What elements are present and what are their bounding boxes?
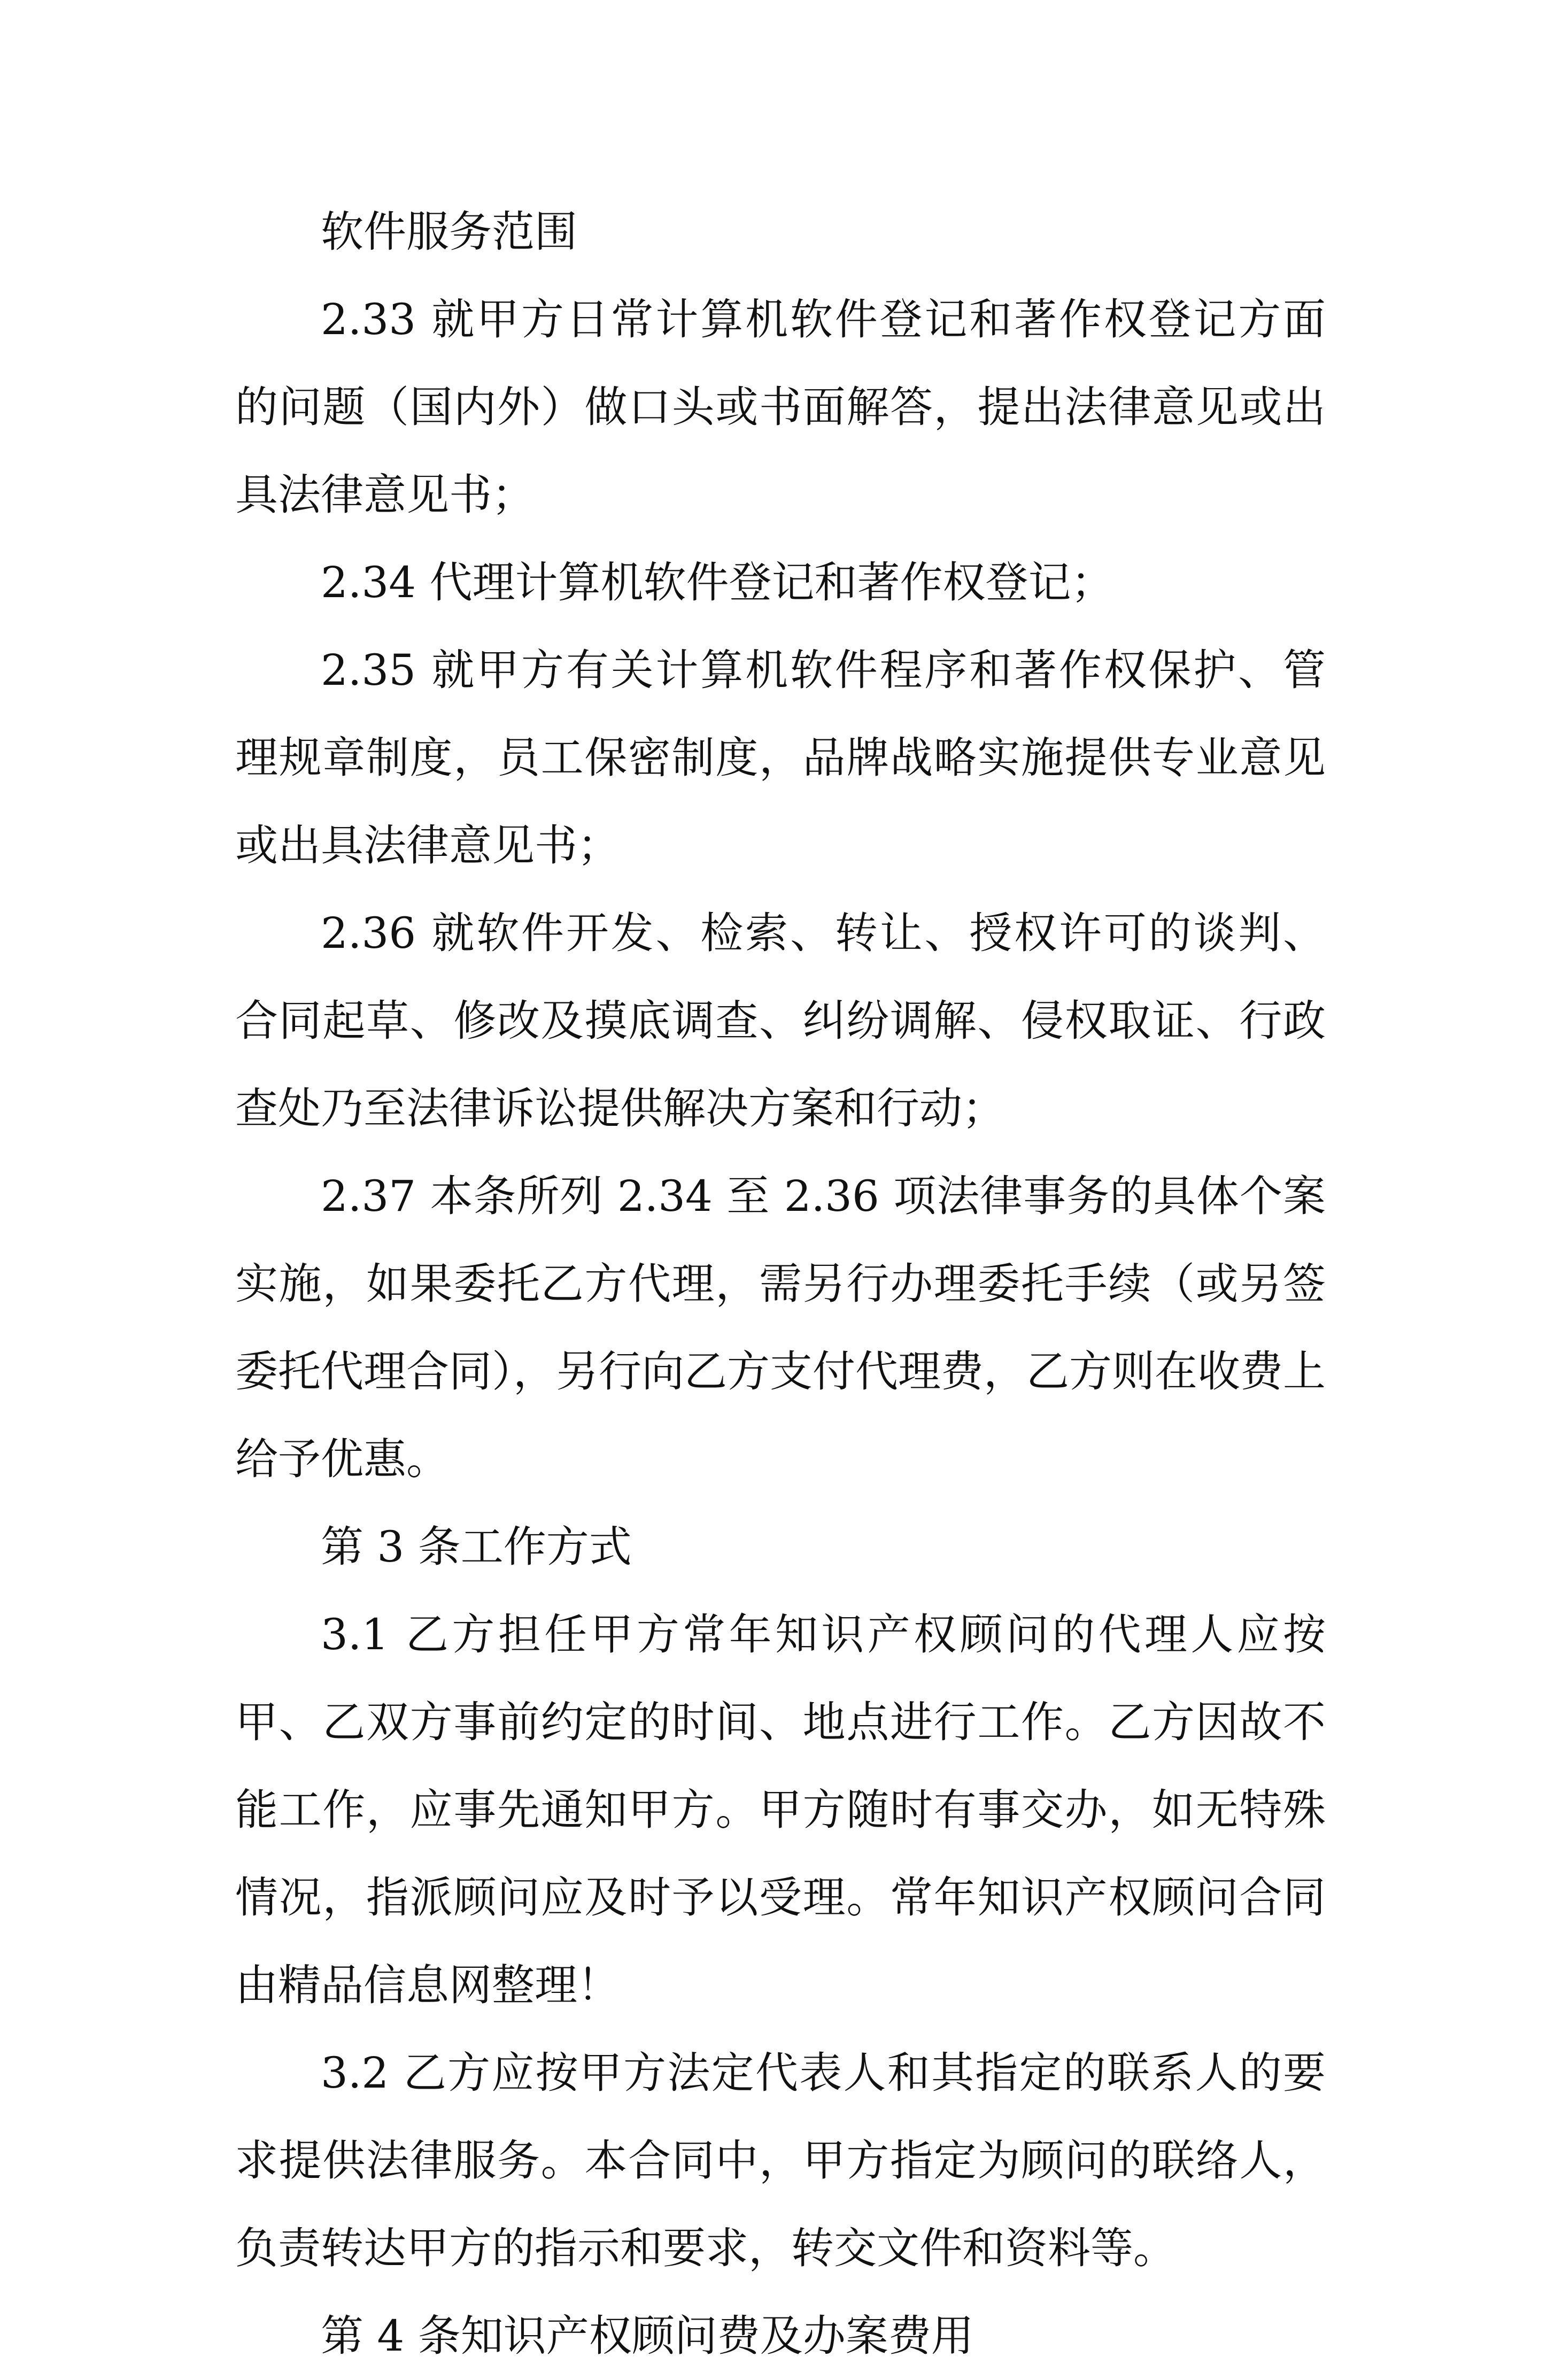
paragraph-2-36: 2.36 就软件开发、检索、转让、授权许可的谈判、合同起草、修改及摸底调查、纠纷调解、侵权取证、行政查处乃至法律诉讼提供解决方案和行动； (235, 908, 1326, 1133)
document-body (235, 188, 1326, 2380)
paragraph-2-37: 2.37 本条所列 2.34 至 2.36 项法律事务的具体个案实施，如果委托乙方代理，需另行办理委托手续（或另签委托代理合同），另行向乙方支付代理费，乙方则在收费上给予优惠。 (235, 1171, 1326, 1484)
paragraph-2-35: 2.35 就甲方有关计算机软件程序和著作权保护、管理规章制度，员工保密制度，品牌战略实施提供专业意见或出具法律意见书； (235, 645, 1326, 870)
heading-article-4: 第 4 条知识产权顾问费及办案费用 (321, 2311, 974, 2361)
heading-article-3: 第 3 条工作方式 (321, 1522, 632, 1572)
paragraph-3-2: 3.2 乙方应按甲方法定代表人和其指定的联系人的要求提供法律服务。本合同中，甲方指定为顾问的联络人，负责转达甲方的指示和要求，转交文件和资料等。 (235, 2048, 1326, 2273)
paragraph-2-34: 2.34 代理计算机软件登记和著作权登记； (321, 558, 1114, 607)
paragraph-software-scope: 软件服务范围 (321, 207, 577, 257)
paragraph-3-1: 3.1 乙方担任甲方常年知识产权顾问的代理人应按甲、乙双方事前约定的时间、地点进行工作。乙方因故不能工作，应事先通知甲方。甲方随时有事交办，如无特殊情况，指派顾问应及时予以受理。常年知识产权顾问合同由精品信息网整理！ (235, 1610, 1326, 2010)
paragraph-2-33: 2.33 就甲方日常计算机软件登记和著作权登记方面的问题（国内外）做口头或书面解答，提出法律意见或出具法律意见书； (235, 295, 1326, 520)
